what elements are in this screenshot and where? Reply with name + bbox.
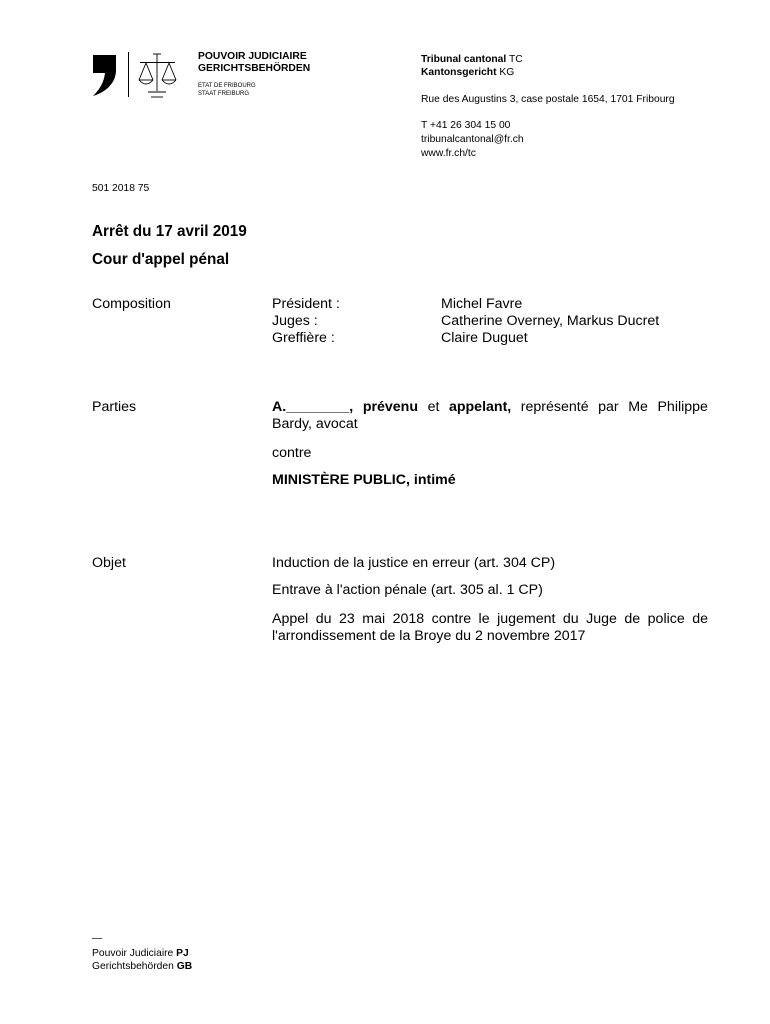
member-names: Catherine Overney, Markus Ducret bbox=[441, 313, 660, 329]
member-role: Président : bbox=[272, 296, 340, 312]
appellant-representation: représenté par Me Philippe Bardy, avocat bbox=[272, 399, 708, 432]
object-label: Objet bbox=[92, 555, 126, 571]
footer-dash: — bbox=[92, 933, 103, 944]
member-names: Claire Duguet bbox=[441, 330, 528, 346]
court-name-de: Kantonsgericht KG bbox=[421, 67, 515, 78]
respondent-name: MINISTÈRE PUBLIC, intimé bbox=[272, 472, 456, 488]
member-role: Juges : bbox=[272, 313, 318, 329]
appellant-conjunction: et bbox=[427, 399, 440, 415]
logo-line-de: GERICHTSBEHÖRDEN bbox=[198, 63, 311, 74]
case-reference: 501 2018 75 bbox=[92, 183, 150, 194]
footer-line-fr: Pouvoir Judiciaire PJ bbox=[92, 948, 189, 959]
parties-content bbox=[272, 399, 708, 489]
court-website: www.fr.ch/tc bbox=[421, 148, 476, 159]
court-names bbox=[421, 53, 523, 79]
footer-line-de: Gerichtsbehörden GB bbox=[92, 961, 193, 972]
object-item: Induction de la justice en erreur (art. 304 CP) bbox=[272, 555, 556, 571]
appellant-name: A.________, bbox=[272, 399, 354, 415]
logo-title bbox=[198, 51, 310, 75]
logo-graphic bbox=[88, 48, 182, 102]
composition-members bbox=[272, 296, 708, 347]
logo-subtitle bbox=[198, 82, 256, 98]
member-role: Greffière : bbox=[272, 330, 335, 346]
parties-label: Parties bbox=[92, 399, 137, 415]
logo-state-de: STAAT FREIBURG bbox=[198, 91, 250, 97]
logo-state-fr: ETAT DE FRIBOURG bbox=[198, 83, 256, 89]
court-name-fr: Tribunal cantonal TC bbox=[421, 54, 523, 65]
court-phone: T +41 26 304 15 00 bbox=[421, 120, 511, 131]
member-row bbox=[272, 296, 708, 313]
object-content bbox=[272, 555, 708, 645]
court-chamber: Cour d'appel pénal bbox=[92, 251, 230, 268]
decision-title: Arrêt du 17 avril 2019 bbox=[92, 223, 247, 240]
object-item: Entrave à l'action pénale (art. 305 al. 1 CP) bbox=[272, 582, 543, 598]
court-email: tribunalcantonal@fr.ch bbox=[421, 134, 524, 145]
appellant-role-accused: prévenu bbox=[362, 399, 419, 415]
member-row bbox=[272, 330, 708, 347]
object-item: Appel du 23 mai 2018 contre le jugement du Juge de police de l'arrondissement de la Broye du 2 novembre 2017 bbox=[272, 611, 708, 644]
versus-text: contre bbox=[272, 445, 312, 461]
footer bbox=[92, 947, 192, 973]
member-row bbox=[272, 313, 708, 330]
appellant-role-appellant: appelant, bbox=[448, 399, 512, 415]
scales-of-justice-icon bbox=[139, 54, 176, 97]
appellant-paragraph bbox=[272, 399, 708, 433]
comma-mark-icon bbox=[93, 55, 116, 96]
logo-line-fr: POUVOIR JUDICIAIRE bbox=[198, 51, 307, 62]
member-names: Michel Favre bbox=[441, 296, 523, 312]
court-contact bbox=[421, 119, 524, 161]
court-address: Rue des Augustins 3, case postale 1654, 1701 Fribourg bbox=[421, 94, 675, 105]
composition-label: Composition bbox=[92, 296, 171, 312]
